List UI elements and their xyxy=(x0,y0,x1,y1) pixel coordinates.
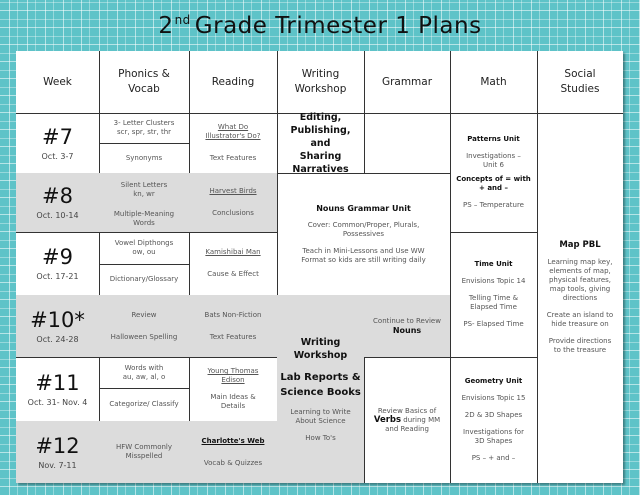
header-week: Week xyxy=(16,51,100,114)
math-patterns-unit: Patterns Unit Investigations – Unit 6 Concepts of = with + and – PS – Temperature xyxy=(450,113,538,233)
phonics-w9-dictionary: Dictionary/Glossary xyxy=(99,264,190,296)
reading-w9: Kamishibai Man Cause & Effect xyxy=(189,232,278,296)
grammar-w10: Continue to Review Nouns xyxy=(364,295,451,358)
phonics-w10: Review Halloween Spelling xyxy=(99,295,190,358)
plans-table xyxy=(16,51,623,483)
phonics-w11-categorize: Categorize/ Classify xyxy=(99,388,190,422)
grammar-w11-12-verbs: Review Basics of Verbs during MM and Reading xyxy=(364,357,451,483)
nouns-grammar-unit: Nouns Grammar Unit Cover: Common/Proper, Plurals, Possessives Teach in Mini-Lessons and Use WW Format so kids are still writing daily xyxy=(277,173,451,296)
week-11: #11 Oct. 31- Nov. 4 xyxy=(16,357,100,422)
phonics-w8-multiple: Multiple-Meaning Words xyxy=(99,206,190,233)
title-grade: 2 xyxy=(158,13,174,39)
header-social-studies: Social Studies xyxy=(537,51,623,114)
math-time-unit: Time Unit Envisions Topic 14 Telling Time & Elapsed Time PS- Elapsed Time xyxy=(450,232,538,358)
page-title xyxy=(0,13,640,39)
header-grammar: Grammar xyxy=(364,51,451,114)
week-7: #7 Oct. 3-7 xyxy=(16,113,100,174)
header-math: Math xyxy=(450,51,538,114)
header-writing: Writing Workshop xyxy=(277,51,365,114)
social-studies-map-pbl: Map PBL Learning map key, elements of map, physical features, map tools, giving directions Create an island to hide treasure on Provide directions to the treasure xyxy=(546,240,614,354)
reading-w8: Harvest Birds Conclusions xyxy=(189,173,278,233)
writing-w7: Editing, Publishing, and Sharing Narratives xyxy=(277,113,365,174)
math-geometry-unit: Geometry Unit Envisions Topic 15 2D & 3D Shapes Investigations for 3D Shapes PS – + and – xyxy=(450,357,538,483)
week-12: #12 Nov. 7-11 xyxy=(16,421,100,483)
week-8: #8 Oct. 10-14 xyxy=(16,173,100,233)
phonics-w9-dipthongs: Vowel Dipthongs ow, ou xyxy=(99,232,190,265)
title-text: Grade Trimester 1 Plans xyxy=(194,13,482,39)
writing-workshop-w10-12: Writing Workshop Lab Reports & Science Books Learning to Write About Science How To's xyxy=(277,295,365,483)
phonics-w11-words: Words with au, aw, al, o xyxy=(99,357,190,389)
grammar-w7-empty xyxy=(364,113,451,174)
header-reading: Reading xyxy=(189,51,278,114)
reading-w10: Bats Non-Fiction Text Features xyxy=(189,295,278,358)
week-9: #9 Oct. 17-21 xyxy=(16,232,100,296)
title-suffix: nd xyxy=(174,13,191,27)
reading-w12: Charlotte's Web Vocab & Quizzes xyxy=(189,421,278,483)
phonics-w7-clusters: 3- Letter Clusters scr, spr, str, thr xyxy=(99,113,190,144)
reading-w11: Young Thomas Edison Main Ideas & Details xyxy=(189,357,278,422)
reading-w7: What Do Illustrator's Do? Text Features xyxy=(189,113,278,174)
phonics-w8-silent: Silent Letters kn, wr xyxy=(99,173,190,207)
phonics-w12: HFW Commonly Misspelled xyxy=(99,421,190,483)
header-phonics: Phonics & Vocab xyxy=(99,51,190,114)
week-10: #10* Oct. 24-28 xyxy=(16,295,100,358)
phonics-w7-synonyms: Synonyms xyxy=(99,143,190,174)
